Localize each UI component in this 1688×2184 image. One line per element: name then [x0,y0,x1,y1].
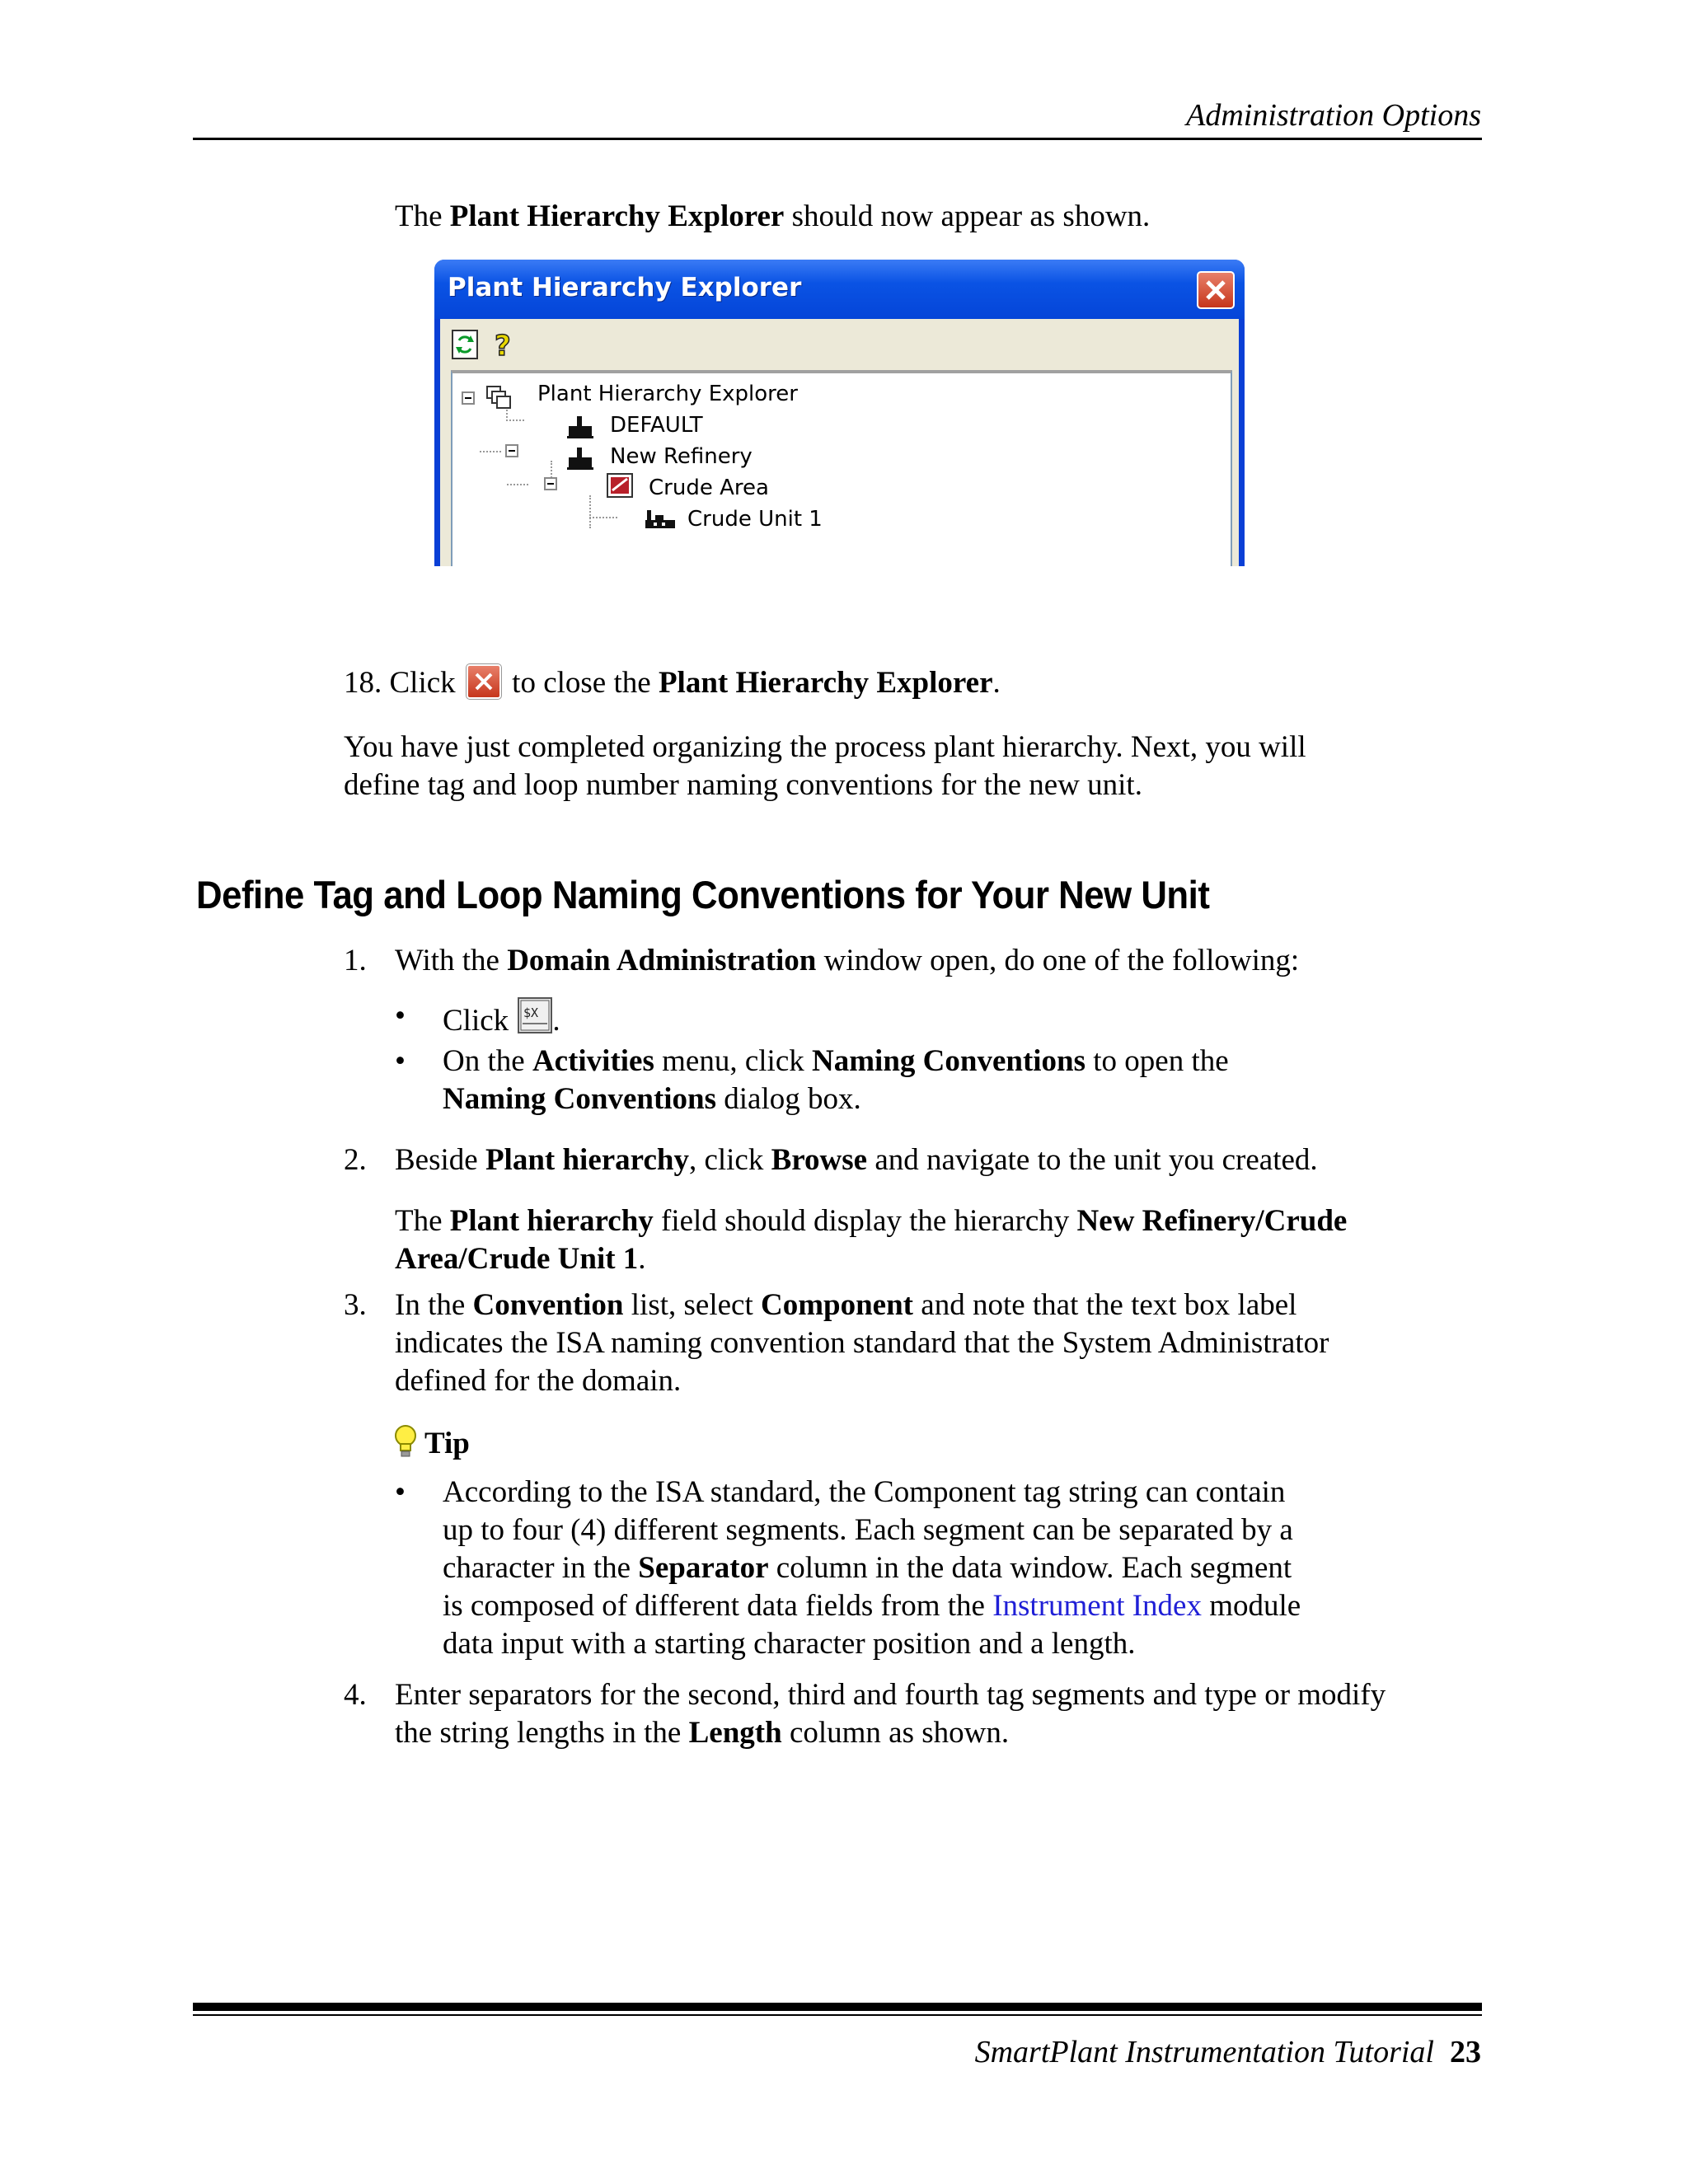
bullet-bold: Naming Conventions [443,1082,717,1116]
step-text: and note that the text box label [913,1288,1297,1322]
step-text: column as shown. [781,1716,1010,1750]
step-text: to close the [504,666,659,700]
header-rule [193,138,1482,140]
tip-line-2: up to four (4) different segments. Each segment can be separated by a [443,1513,1293,1547]
step-text: list, select [623,1288,761,1322]
step-2-text [395,1141,1318,1179]
step-bold: Plant hierarchy [485,1143,689,1177]
step-bold: Domain Administration [507,944,817,977]
bullet-text: dialog box. [716,1082,861,1116]
tree-expander[interactable] [544,477,557,490]
step-3-line-3: defined for the domain. [395,1364,682,1398]
step-number: 2. [344,1143,367,1177]
close-icon [1198,273,1233,307]
step-text: , click [688,1143,771,1177]
step-18 [344,664,1001,702]
running-header: Administration Options [1186,98,1481,133]
step-3-line-2: indicates the ISA naming convention standard that the System Administrator [395,1326,1329,1360]
bullet-bold: Activities [532,1044,654,1078]
step-text: Click [389,666,463,700]
tip-line-5: data input with a starting character position and a length. [443,1627,1136,1661]
step-bold: Browse [771,1143,868,1177]
svg-text:$X: $X [523,1005,539,1020]
naming-conventions-button-inline [518,997,552,1033]
bullet-dot: • [395,999,406,1033]
tip-line-1: According to the ISA standard, the Component tag string can contain [443,1475,1286,1509]
tree-node-crude-unit-1[interactable]: Crude Unit 1 [687,507,823,532]
intro-text-end: should now appear as shown. [784,199,1151,233]
hierarchy-tree [451,370,1232,566]
bullet-dot: • [395,1475,406,1509]
step-1-bullet-2-line-2 [443,1080,861,1118]
lightbulb-icon [392,1424,419,1459]
note-text: field should display the hierarchy [653,1204,1077,1238]
step-1-bullet-1 [443,997,560,1040]
step-text: In the [395,1288,473,1322]
help-button[interactable] [490,329,518,360]
running-footer [975,2034,1481,2070]
tip-text: character in the [443,1551,639,1585]
tip-line-3 [443,1549,1292,1587]
tip-label [424,1425,470,1463]
note-text: . [638,1242,646,1276]
tree-node-default[interactable]: DEFAULT [610,413,703,438]
step-bold: Component [760,1288,914,1322]
step-number: 1. [344,944,367,977]
step-text: the string lengths in the [395,1716,689,1750]
plant-icon [565,446,595,471]
step-bold: Convention [472,1288,624,1322]
step-bold: Plant Hierarchy Explorer [658,666,993,700]
window-title: Plant Hierarchy Explorer [448,273,802,302]
bullet-text: On the [443,1044,532,1078]
tip-bold: Separator [638,1551,769,1585]
close-button-inline [467,664,501,699]
completed-line-2: define tag and loop number naming conventions for the new unit. [344,768,1142,802]
tip-label-text: Tip [424,1427,470,1460]
step-1-bullet-2-line-1 [443,1043,1229,1080]
svg-text:?: ? [495,330,511,360]
step-number: 18. [344,666,382,700]
step-2-note-line-1 [395,1202,1347,1240]
naming-conventions-icon [519,999,551,1032]
refresh-icon [451,329,479,360]
note-text: The [395,1204,450,1238]
bullet-text: menu, click [654,1044,812,1078]
step-4-line-2 [395,1714,1009,1752]
footer-rule [193,2003,1482,2011]
step-2-note-line-2 [395,1240,646,1278]
tree-node-new-refinery[interactable]: New Refinery [610,444,753,469]
completed-line-1: You have just completed organizing the process plant hierarchy. Next, you will [344,730,1306,764]
instrument-index-link[interactable]: Instrument Index [992,1589,1202,1623]
tree-expander[interactable] [462,391,475,405]
step-text: window open, do one of the following: [816,944,1300,977]
step-text: . [992,666,1001,700]
step-1-text [395,942,1299,980]
bullet-text: to open the [1085,1044,1229,1078]
window-titlebar [434,260,1245,319]
intro-text: The [395,199,450,233]
refresh-button[interactable] [451,329,479,360]
intro-bold: Plant Hierarchy Explorer [449,199,785,233]
step-4-line-1: Enter separators for the second, third and fourth tag segments and type or modify [395,1678,1386,1712]
intro-paragraph [395,198,1150,236]
note-bold: New Refinery/Crude [1076,1204,1348,1238]
bullet-text: . [552,1004,560,1038]
tip-text: column in the data window. Each segment [768,1551,1292,1585]
close-icon [468,666,499,697]
plant-icon [565,415,595,439]
note-bold: Area/Crude Unit 1 [395,1242,639,1276]
step-text: and navigate to the unit you created. [867,1143,1318,1177]
plant-hierarchy-explorer-window [434,260,1245,566]
page-number: 23 [1450,2035,1481,2069]
window-client-area [440,319,1239,566]
tree-expander[interactable] [505,444,518,457]
footer-rule [193,2014,1482,2016]
tip-line-4 [443,1587,1301,1625]
tip-text: module [1201,1589,1301,1623]
step-number: 4. [344,1678,367,1712]
window-close-button[interactable] [1197,271,1235,309]
step-bold: Length [688,1716,782,1750]
step-text: With the [395,944,508,977]
step-text: Beside [395,1143,485,1177]
unit-icon [644,509,677,532]
note-bold: Plant hierarchy [449,1204,654,1238]
tree-node-root[interactable]: Plant Hierarchy Explorer [537,382,798,406]
footer-title: SmartPlant Instrumentation Tutorial [974,2035,1434,2069]
bullet-text: Click [443,1004,517,1038]
help-icon [490,329,518,360]
explorer-icon [485,385,513,410]
area-icon [606,472,634,499]
bullet-dot: • [395,1044,406,1078]
step-3-line-1 [395,1286,1296,1324]
bullet-bold: Naming Conventions [812,1044,1086,1078]
section-heading: Define Tag and Loop Naming Conventions for Your New Unit [196,873,1210,916]
tip-text: is composed of different data fields from the [443,1589,993,1623]
tree-node-crude-area[interactable]: Crude Area [649,476,769,500]
step-number: 3. [344,1288,367,1322]
